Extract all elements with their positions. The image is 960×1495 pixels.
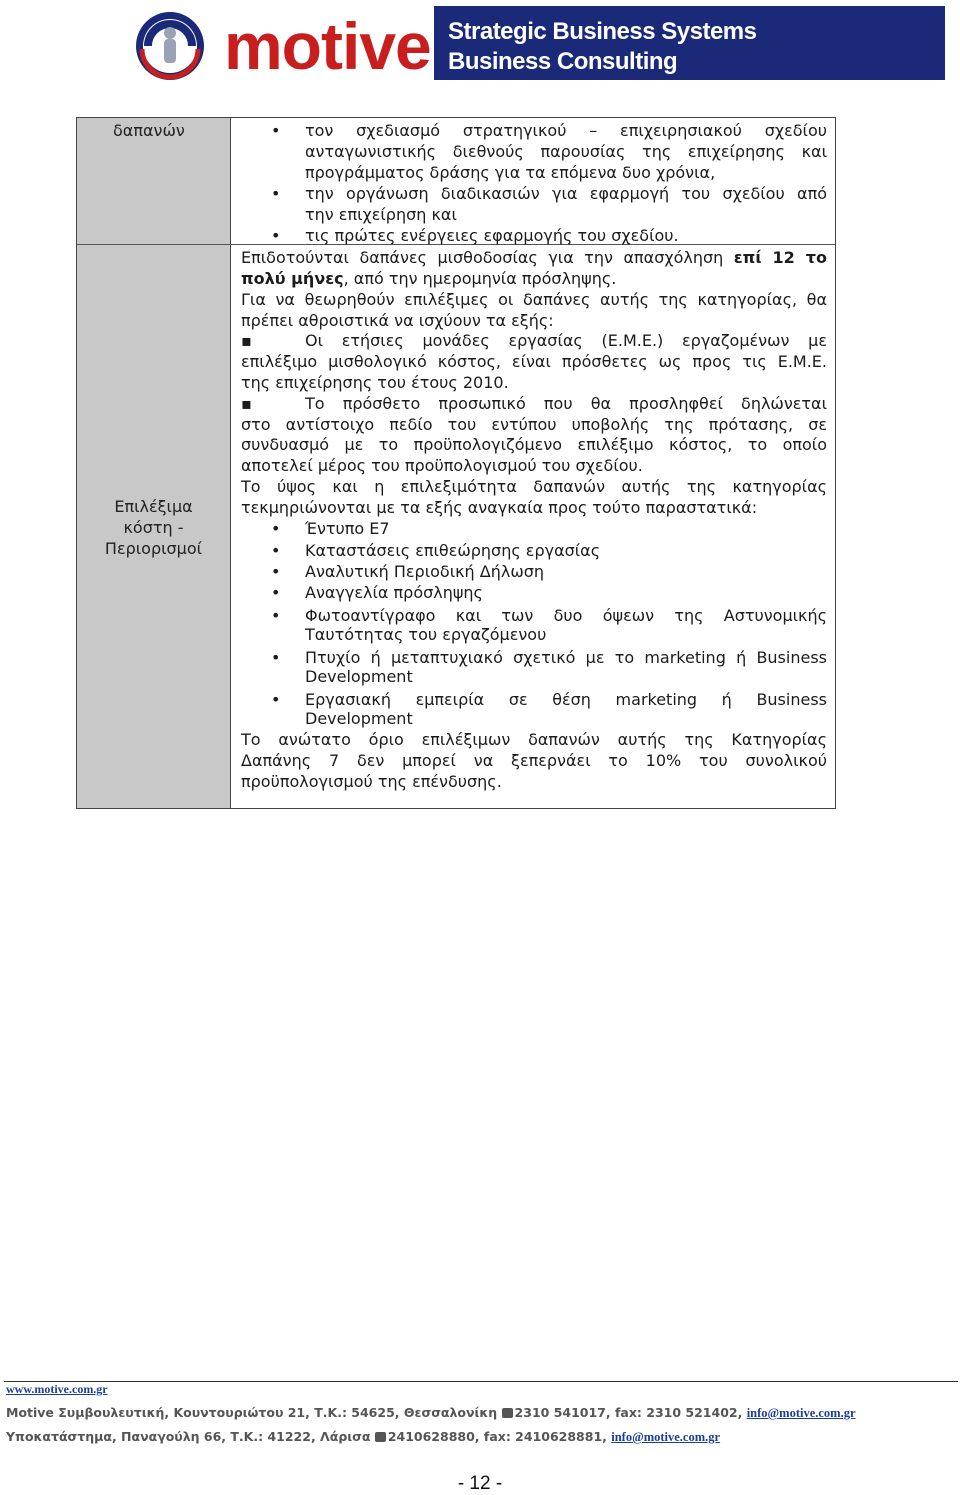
list-item: Development (305, 667, 413, 686)
paragraph-line: συνδυασμό με το προϋπολογιζόμενο επιλέξιμο κόστος, το οποίο (241, 435, 827, 454)
paragraph-line: τεκμηριώνονται με τα εξής αναγκαία προς τούτο παραστατικά: (241, 498, 758, 517)
text-run-bold: επί 12 το (733, 248, 828, 267)
bullet-icon: • (271, 226, 281, 245)
globe-logo-icon (122, 9, 218, 83)
label-column (77, 118, 231, 808)
list-item: ανταγωνιστικής διεθνούς παρουσίας της επιχείρησης και (305, 142, 827, 161)
list-item: Ταυτότητας του εργαζόμενου (305, 625, 547, 644)
text-run-bold: πολύ μήνες (241, 269, 344, 288)
paragraph-line: στο αντίστοιχο πεδίο του εντύπου υποβολής της πρότασης, σε (241, 415, 827, 434)
list-item: την επιχείρηση και (305, 205, 457, 224)
row2-label-line: Περιορισμοί (104, 539, 203, 558)
paragraph-line (241, 247, 827, 268)
address-text: Υποκατάστημα, Παναγούλη 66, Τ.Κ.: 41222, Λάρισα (6, 1429, 375, 1444)
list-item: τις πρώτες ενέργειες εφαρμογής του σχεδίου. (305, 226, 679, 245)
logo-wordmark: motive (224, 9, 431, 83)
list-item: Εργασιακή εμπειρία σε θέση marketing ή Business (305, 690, 827, 709)
costs-table (76, 117, 836, 809)
bullet-icon: ▪ (241, 331, 252, 350)
paragraph-line: της επιχείρησης του έτους 2010. (241, 373, 509, 392)
paragraph-line: επιλέξιμο μισθολογικό κόστος, είναι πρόσθετες ως προς τις Ε.Μ.Ε. (241, 352, 827, 371)
paragraph-line: προϋπολογισμού της επένδυσης. (241, 772, 502, 791)
email-link[interactable]: info@motive.com.gr (746, 1406, 856, 1420)
row1-label: δαπανών (113, 121, 185, 140)
bullet-icon: • (271, 648, 281, 667)
text-run: , από την ημερομηνία πρόσληψης. (343, 269, 617, 288)
list-item: Αναγγελία πρόσληψης (305, 583, 483, 602)
paragraph-line: Οι ετήσιες μονάδες εργασίας (Ε.Μ.Ε.) εργαζομένων με (305, 331, 827, 350)
bullet-icon: • (271, 519, 281, 538)
footer-address-main (6, 1405, 856, 1421)
footer-address-branch (6, 1429, 720, 1445)
paragraph-line: Το πρόσθετο προσωπικό που θα προσληφθεί δηλώνεται (305, 394, 827, 413)
website-link[interactable]: www.motive.com.gr (6, 1382, 108, 1396)
list-item: Πτυχίο ή μεταπτυχιακό σχετικό με το marketing ή Business (305, 648, 827, 667)
paragraph-line (241, 268, 616, 289)
list-item: Φωτοαντίγραφο και των δυο όψεων της Αστυνομικής (305, 606, 827, 625)
header-banner (18, 6, 945, 83)
list-item: Καταστάσεις επιθεώρησης εργασίας (305, 541, 601, 560)
list-item: τον σχεδιασμό στρατηγικού – επιχειρησιακού σχεδίου (305, 121, 827, 140)
paragraph-line: αποτελεί μέρος του προϋπολογισμού του σχεδίου. (241, 456, 643, 475)
address-text: Motive Συμβουλευτική, Κουντουριώτου 21, Τ.Κ.: 54625, Θεσσαλονίκη (6, 1405, 502, 1420)
header-tagline-1: Strategic Business Systems (448, 18, 757, 45)
phone-text: 2310 541017, fax: 2310 521402, (514, 1405, 747, 1420)
page-number: - 12 - (457, 1473, 503, 1494)
email-link[interactable]: info@motive.com.gr (611, 1430, 721, 1444)
list-item: την οργάνωση διαδικασιών για εφαρμογή του σχεδίου από (305, 184, 827, 203)
phone-icon (375, 1432, 386, 1442)
bullet-icon: • (271, 562, 281, 581)
paragraph-line: Για να θεωρηθούν επιλέξιμες οι δαπάνες αυτής της κατηγορίας, θα (241, 290, 827, 309)
text-run: Επιδοτούνται δαπάνες μισθοδοσίας για την απασχόληση (241, 248, 734, 267)
phone-icon (502, 1408, 513, 1418)
bullet-icon: • (271, 121, 281, 140)
list-item: προγράμματος δράσης για τα επόμενα δυο χρόνια, (305, 163, 716, 182)
bullet-icon: • (271, 606, 281, 625)
footer-divider (4, 1381, 958, 1382)
paragraph-line: πρέπει αθροιστικά να ισχύουν τα εξής: (241, 311, 554, 330)
header-tagline-2: Business Consulting (448, 48, 678, 75)
row2-label (77, 496, 230, 559)
bullet-icon: • (271, 184, 281, 203)
row2-label-line: κόστη - (123, 518, 184, 537)
bullet-icon: ▪ (241, 394, 252, 413)
phone-text: 2410628880, fax: 2410628881, (387, 1429, 612, 1444)
row2-label-line: Επιλέξιμα (114, 497, 193, 516)
paragraph-line: Το ανώτατο όριο επιλέξιμων δαπανών αυτής της Κατηγορίας (241, 730, 827, 749)
paragraph-line: Δαπάνης 7 δεν μπορεί να ξεπερνάει το 10% του συνολικού (241, 751, 827, 770)
bullet-icon: • (271, 541, 281, 560)
paragraph-line: Το ύψος και η επιλεξιμότητα δαπανών αυτής της κατηγορίας (241, 477, 827, 496)
bullet-icon: • (271, 690, 281, 709)
bullet-icon: • (271, 583, 281, 602)
list-item: Αναλυτική Περιοδική Δήλωση (305, 562, 544, 581)
list-item: Έντυπο Ε7 (305, 519, 390, 538)
list-item: Development (305, 709, 413, 728)
